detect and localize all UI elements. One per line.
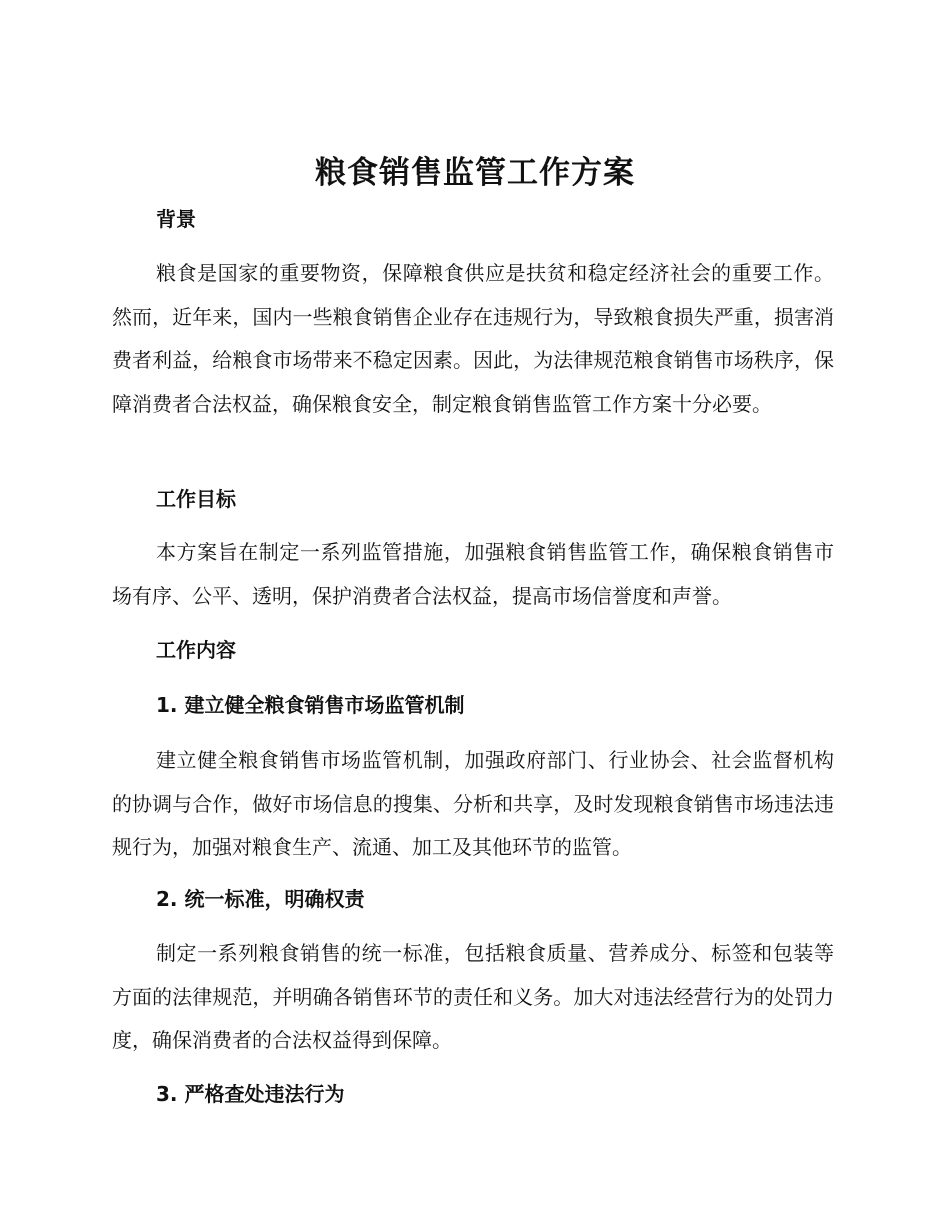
section-heading-background: 背景	[156, 207, 196, 231]
section-heading-content: 工作内容	[156, 638, 236, 662]
paragraph-goal: 本方案旨在制定一系列监管措施，加强粮食销售监管工作，确保粮食销售市场有序、公平、透明，保护消费者合法权益，提高市场信誉度和声誉。	[112, 540, 834, 608]
paragraph-item2: 制定一系列粮食销售的统一标准，包括粮食质量、营养成分、标签和包装等方面的法律规范，并明确各销售环节的责任和义务。加大对违法经营行为的处罚力度，确保消费者的合法权益得到保障。	[112, 941, 834, 1052]
paragraph-item1: 建立健全粮食销售市场监管机制，加强政府部门、行业协会、社会监督机构的协调与合作，做好市场信息的搜集、分析和共享，及时发现粮食销售市场违法违规行为，加强对粮食生产、流通、加工及其他环节的监管。	[112, 748, 834, 859]
section-heading-item1: 1. 建立健全粮食销售市场监管机制	[156, 693, 465, 717]
section-heading-item2: 2. 统一标准，明确权责	[156, 887, 365, 911]
document-title: 粮食销售监管工作方案	[315, 155, 635, 191]
paragraph-background: 粮食是国家的重要物资，保障粮食供应是扶贫和稳定经济社会的重要工作。然而，近年来，国内一些粮食销售企业存在违规行为，导致粮食损失严重，损害消费者利益，给粮食市场带来不稳定因素。因此，为法律规范粮食销售市场秩序，保障消费者合法权益，确保粮食安全，制定粮食销售监管工作方案十分必要。	[112, 261, 834, 416]
section-heading-item3: 3. 严格查处违法行为	[156, 1082, 345, 1106]
section-heading-goal: 工作目标	[156, 487, 236, 511]
